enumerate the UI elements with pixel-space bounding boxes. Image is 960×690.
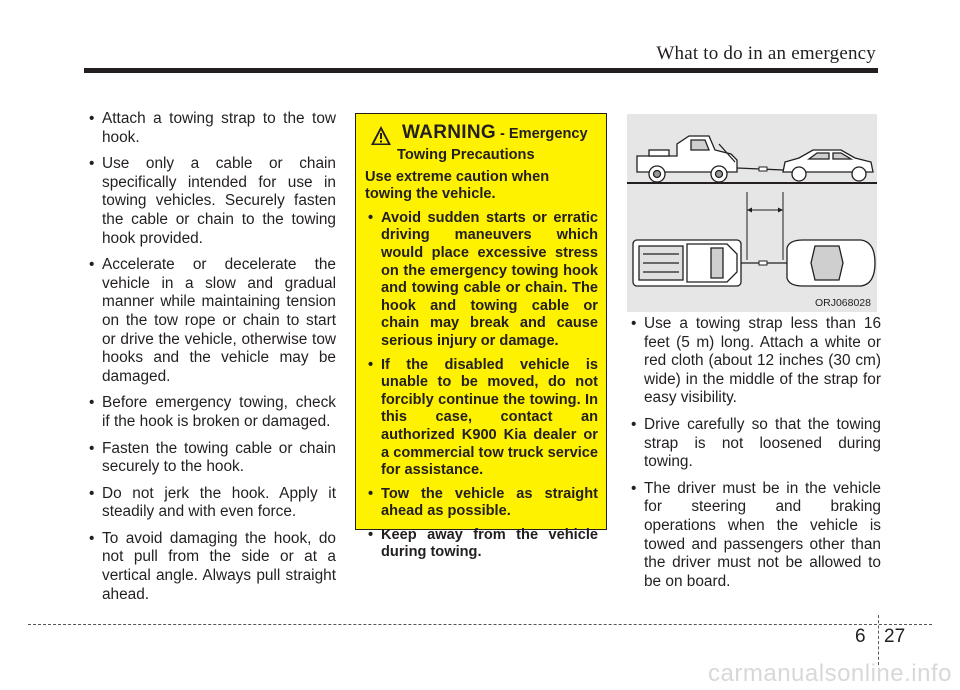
list-item: • The driver must be in the vehicle for steering and braking operations when the vehicle is towed and passengers other than the driver must not be allowed to be on board.: [625, 480, 881, 592]
list-item: • Fasten the towing cable or chain securely to the hook.: [83, 440, 336, 477]
page-number: 27: [884, 626, 906, 647]
towing-diagram: [627, 114, 877, 312]
figure-caption: ORJ068028: [814, 297, 871, 309]
list-item: • Drive carefully so that the towing strap is not loosened during towing.: [625, 416, 881, 472]
tow-truck-top-icon: [633, 240, 741, 286]
right-column: [625, 315, 881, 599]
list-item: • Do not jerk the hook. Apply it steadily and with even force.: [83, 485, 336, 522]
warning-subtitle-line2: Towing Precautions: [397, 147, 535, 163]
warning-triangle-icon: [370, 125, 402, 147]
list-item: • Use only a cable or chain specifically intended for use in towing vehicles. Securely fasten the cable or chain to the towing hook provided.: [83, 155, 336, 248]
warning-item: • Keep away from the vehicle during towing.: [365, 527, 598, 562]
list-item: • To avoid damaging the hook, do not pull from the side or at a vertical angle. Always pull straight ahead.: [83, 530, 336, 604]
warning-box: [355, 113, 607, 561]
warning-intro: Use extreme caution when towing the vehicle.: [365, 168, 550, 203]
towing-illustration: [627, 114, 877, 312]
car-side-icon: [783, 150, 873, 181]
footer-divider: [878, 615, 879, 665]
list-item: • Before emergency towing, check if the hook is broken or damaged.: [83, 394, 336, 431]
list-item: • Attach a towing strap to the tow hook.: [83, 110, 336, 147]
warning-item: • Avoid sudden starts or erratic driving maneuvers which would place excessive stress on the emergency towing hook and towing cable or chain. The hook and towing cable or chain may break and cause serious injury or damage.: [365, 210, 598, 351]
left-column: [83, 110, 336, 612]
list-item: • Accelerate or decelerate the vehicle in a slow and gradual manner while maintaining tension on the tow rope or chain to start or drive the vehicle, otherwise tow hooks and the vehicle may be damaged.: [83, 256, 336, 386]
footer-rule: [28, 624, 932, 625]
warning-item: • Tow the vehicle as straight ahead as possible.: [365, 486, 598, 521]
warning-item: • If the disabled vehicle is unable to be moved, do not forcibly continue the towing. In this case, contact an authorized K900 Kia dealer or a commercial tow truck service for assistance.: [365, 357, 598, 480]
header-rule: [84, 68, 878, 73]
car-top-icon: [787, 240, 875, 286]
warning-subtitle: - Emergency: [500, 126, 588, 142]
tow-truck-side-icon: [637, 136, 737, 182]
section-title: What to do in an emergency: [656, 43, 876, 64]
chapter-number: 6: [855, 626, 866, 647]
warning-header: [365, 124, 598, 147]
list-item: • Use a towing strap less than 16 feet (5 m) long. Attach a white or red cloth (about 12 inches (30 cm) wide) in the middle of the strap for easy visibility.: [625, 315, 881, 408]
warning-label: WARNING: [402, 122, 496, 143]
watermark: carmanualsonline.info: [708, 660, 952, 687]
